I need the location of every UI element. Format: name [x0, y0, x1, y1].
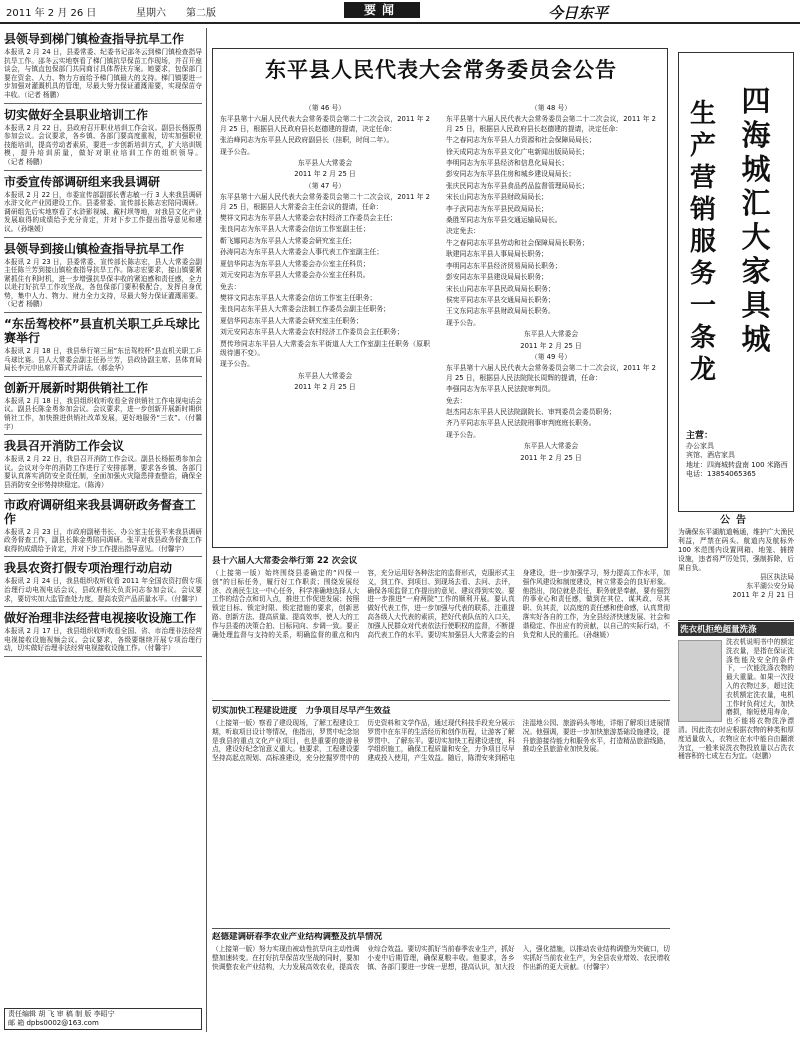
reform-article	[212, 932, 670, 1032]
news-brief-body	[4, 48, 202, 100]
tourism-body: （上接第一版）察看了建设现场，了解工程建设工期，听取项目设计等情况，他指出，罗贯中纪念馆是我县的重点文化产业项目，也是重要的旅游景点，建设好纪念馆意义重大。他要求，工程建设要坚持高起点规划、高标准建设，充分挖掘罗贯中的历史资料和文学作品，通过现代科技手段充分展示罗贯中在东平的生活经历和创作历程，让游客了解罗贯中、了解东平。要切实加快工程建设进度，科学组织施工，确保工程质量和安全，力争项目尽早建成投入使用，产生效益。随后，陈渭安来到稻屯洼湿地公园、旅游码头等地，详细了解项目进展情况。他强调，要进一步加快旅游基础设施建设，提升旅游接待能力和服务水平，打造精品旅游线路，推动全县旅游业加快发展。	[212, 719, 670, 763]
news-brief-byline: （记者 杨鹏）	[4, 157, 47, 166]
news-brief	[4, 498, 202, 558]
tourism-article	[212, 706, 670, 924]
news-brief-text: 本报讯 2 月 23 日，市政府副秘书长、办公室主任张平来我县调研政务督查工作，副县长陈金勇陪同调研。张平对我县政务督查工作取得的成绩给予肯定，并对下步工作提出指导意见。	[4, 527, 202, 553]
notice-paragraph: 现予公告。	[220, 147, 254, 156]
notice-paragraph: 东平县人大常委会	[297, 159, 353, 168]
ad-character: 服	[689, 227, 716, 257]
news-brief	[4, 611, 202, 657]
left-news-column	[4, 30, 202, 1028]
ad-character: 龙	[689, 355, 716, 385]
news-brief-headline: 切实做好全县职业培训工作	[4, 107, 149, 122]
news-brief	[4, 32, 202, 104]
notice-paragraph: 夏信华同志为东平县人大常委会办公室主任科员；	[220, 259, 370, 268]
news-brief-body	[4, 528, 202, 554]
ad-character: 条	[689, 323, 716, 353]
news-brief-body	[4, 347, 202, 373]
meeting-article	[212, 556, 670, 696]
tourism-headline: 切实加快工程建设进度 力争项目尽早产生效益	[212, 706, 391, 716]
news-brief-body	[4, 455, 202, 489]
newspaper-logo: 今日东平	[548, 4, 609, 22]
news-brief	[4, 242, 202, 314]
notice-paragraph: 赵杰同志东平县人民法院副院长、审判委员会委员职务；	[446, 407, 616, 416]
notice-paragraph: 贾传珍同志东平县人大常委会东平街道人大工作室副主任职务（原职级待遇不变）。	[220, 339, 430, 357]
meeting-body: （上接第一版）始终围绕县委确定的“四保一创”的目标任务，履行好工作职责；围绕发展经济、改善民生这一中心任务，科学准确地选择人大工作的结合点和切入点，推进工作促进发展；按照锁定目标、锁定时限、锁定措施的要求，创新思路、创新方法、提高质量、提高效率，使人大的工作与县委的决策合拍、目标同向、步调一致。要正确处理监督与支持的关系，明确监督的重点和内容，充分运用好各种法定的监督形式，克服形式主义，到工作、到项目、到现场去看、去问、去评，确保各项监督工作提出的意见、建议得到实效。要进一步推进“一府两院”工作的顺利开展。要认真做好代表工作，进一步加强与代表的联系，注重提高各级人大代表的素质，把好代表队伍的入口关，加强人民群众对代表依法行使职权的监督，不断提高代表工作的水平。要切实加强县人大常委会的自身建设，进一步加强学习，努力提高工作水平，加强作风建设和制度建设，树立常委会的良好形象。他指出，岗位就是责任，职务就是奉献，要有强烈的事业心和责任感，做到在其位、谋其政、尽其职、负其责，以高度的责任感和使命感，认真贯彻落实好各自的工作，为全县经济快速发展、社会和谐稳定、作出应有的贡献，以自己的实际行动，不负党和人民的重托。（孙继媛）	[212, 569, 670, 639]
ad-slogan	[686, 98, 720, 386]
notice-paragraph: 现予公告。	[446, 318, 480, 327]
notice-paragraph: 东平县第十六届人民代表大会常务委员会第二十二次会议，2011 年 2 月 25 日，根据县人民法院院长周辉的提请，任命：	[446, 364, 656, 382]
ad-character: 具	[741, 288, 771, 322]
issue-weekday: 星期六	[136, 8, 166, 19]
notice-paragraph: 桑胜军同志为东平县交通运输局局长。	[446, 216, 562, 225]
meeting-headline: 县十六届人大常委会举行第 22 次会议	[212, 556, 358, 566]
notice-paragraph: （第 46 号）	[304, 104, 346, 112]
notice-paragraph: 刘元安同志东平县人大常委会农村经济工作委员会主任职务；	[220, 328, 404, 337]
notice-paragraph: 侯宪平同志东平县交通局局长职务；	[446, 295, 555, 304]
news-brief	[4, 175, 202, 238]
news-brief-text: 本报讯 2 月 18 日，我县举行第三届“东岳驾校杯”县直机关职工乒乓球比赛。县人大常委会副主任孙兰芳，县政协副主席、县体育局局长李元申出席开幕式并讲话。	[4, 347, 202, 373]
notice-paragraph: 免去：	[220, 282, 241, 291]
notice-paragraph: 决定免去：	[446, 227, 480, 236]
news-brief-byline: （记者 杨鹏）	[24, 90, 63, 99]
ad-character: 销	[689, 195, 716, 225]
notice-paragraph: 张良同志东平县人大常委会法制工作委员会副主任职务；	[220, 305, 390, 314]
notice-paragraph: （第 48 号）	[530, 104, 572, 112]
news-brief	[4, 108, 202, 171]
issue-date: 2011 年 2 月 26 日	[6, 8, 97, 19]
notice-paragraph: 东平县人大常委会	[523, 330, 579, 339]
ad-details	[686, 432, 792, 480]
lake-notice-title: 公告	[720, 515, 752, 526]
news-brief-body	[4, 397, 202, 431]
notice-paragraph: （第 47 号）	[304, 181, 346, 190]
notice-paragraph: 2011 年 2 月 25 日	[294, 383, 356, 392]
ad-detail-line: 办公家具	[686, 441, 714, 450]
notice-paragraph: 2011 年 2 月 25 日	[520, 453, 582, 462]
notice-paragraph: 靳飞娜同志为东平县人大常委会研究室主任；	[220, 236, 356, 245]
news-brief-byline: （付馨宇）	[171, 594, 202, 603]
notice-paragraph: 宋长山同志东平县民政局局长职务；	[446, 284, 555, 293]
ad-character: 城	[741, 322, 771, 356]
notice-paragraph: （第 49 号）	[530, 352, 572, 361]
notice-paragraph: 李子武同志为东平县民政局局长；	[446, 204, 548, 213]
page-header	[0, 0, 800, 24]
notice-paragraph: 现予公告。	[446, 430, 480, 439]
notice-paragraph: 张良同志为东平县人大常委会信访工作室副主任；	[220, 225, 370, 234]
lake-notice-date: 2011 年 2 月 21 日	[732, 591, 794, 599]
news-brief	[4, 561, 202, 607]
ad-character: 一	[689, 291, 716, 321]
notice-column-1	[220, 104, 430, 395]
news-brief-headline: 做好治理非法经营电视接收设施工作	[4, 611, 197, 626]
notice-paragraph: 东平县人大常委会	[523, 442, 579, 451]
notice-paragraph: 彭安同志东平县建设局局长职务；	[446, 273, 548, 282]
lake-notice-body: 为确保东平湖航道畅通，维护广大渔民利益，严禁在码头、航道内及航标外 100 米范围内设置网箱、地笼、捕捞设施，违者将严厉处罚，强制拆除，后果自负。	[678, 528, 794, 572]
news-brief-body	[4, 627, 202, 653]
notice-paragraph: 东平县第十六届人民代表大会常务委员会第二十二次会议，2011 年 2 月 25 日，根据县人大常委会主任会议的提请，任命：	[220, 193, 430, 211]
notice-paragraph: 彭安同志为东平县住房和城乡建设局局长；	[446, 170, 576, 179]
news-brief-byline: （付馨宇）	[144, 644, 175, 653]
notice-paragraph: 东平县第十六届人民代表大会常务委员会第二十二次会议，2011 年 2 月 25 日，根据县人民政府县长赵德建的提请，决定任命：	[220, 115, 430, 133]
news-brief-headline: 我县农资打假专项治理行动启动	[4, 561, 173, 576]
news-brief-text: 本报讯 2 月 18 日，我县组织收听收看全省供销社工作电视电话会议。副县长陈金勇参加会议。会议要求，进一步创新开展新时期供销社工作，加快推进供销社改革发展，更好地服务“三农”。	[4, 396, 202, 423]
ad-detail-line: 宾馆、酒店家具	[686, 451, 735, 459]
reform-body: （上接第一版）努力实现由被动性抗旱向主动性调整加速转变。在打好抗旱保苗攻坚战的同时，要加快调整农业产业结构，大力发展高效农业，提高农业综合效益。要切实抓好当前春季农业生产，抓好小麦中后期管理，确保夏粮丰收。他要求，各乡镇、各部门要进一步统一思想，提高认识，加大投入，强化措施，以推动农业结构调整为突破口，切实抓好当前农业生产，为全县农业增效、农民增收作出新的更大贡献。（付馨宇）	[212, 945, 670, 971]
news-brief-body	[4, 258, 202, 310]
lake-notice-sig-2: 东平湖公安分局	[746, 582, 794, 590]
washing-tip-body: 洗衣机说明书中的额定洗衣量，是指在保证洗涤性能及安全的条件下，一次能洗涤衣物的最大重量。如果一次投入的衣物过多，超过洗衣机额定洗衣量，电机工作时负荷过大，加快磨损，缩短使用寿命，也不能将衣物洗净漂清。因此洗衣时应根据衣物的种类和厚度适量放入，衣物应在水中能自由翻滚为宜，一般来说洗衣物投放量以占洗衣桶容积的七成左右为宜。（赵鹏）	[678, 638, 794, 761]
section-rule	[212, 700, 670, 701]
news-brief	[4, 317, 202, 377]
washing-tip-article	[678, 620, 794, 1033]
ad-detail-line: 主营：	[686, 431, 714, 441]
news-brief-text: 本报讯 2 月 24 日，县委常委、纪委书记邵冬云到梯门镇检查指导抗旱工作。邵冬云实地察看了梯门镇抗旱保苗工作现场，并召开座谈会，与镇直包保部门共同商讨具体帮扶方案。她要求，包保部门要在资金、人力、物力方面给予梯门镇最大的支持。梯门镇要进一步加强对灌溉机具的管理，尽最大努力保证灌溉需要，实现保苗夺丰收。	[4, 48, 202, 99]
ad-character: 城	[741, 152, 771, 186]
notice-paragraph: 李强同志为东平县人民法院审判员。	[446, 385, 555, 394]
ad-character: 产	[689, 131, 716, 161]
news-brief-byline: （付馨宇）	[4, 414, 202, 431]
ad-detail-line: 地址：四海城转盘南 100 米路西	[686, 460, 788, 469]
notice-paragraph: 王文东同志东平县财政局局长职务。	[446, 307, 555, 316]
ad-character: 海	[741, 118, 771, 152]
ad-character: 务	[689, 259, 716, 289]
page-number: 第二版	[186, 8, 216, 19]
ad-character: 汇	[741, 186, 771, 220]
column-divider	[206, 28, 207, 1032]
news-brief-text: 本报讯 2 月 24 日，我县组织收听收看 2011 年全国农资打假专项治理行动电视电话会议，县政府相关负责同志参加会议。会议要求，要切实加大监管查处力度，提高农资产品质量水平。	[4, 577, 202, 603]
news-brief-byline: （孙继媛）	[17, 224, 48, 233]
notice-paragraph: 宋长山同志为东平县财政局局长；	[446, 193, 548, 202]
news-brief	[4, 439, 202, 493]
notice-paragraph: 孙涛同志为东平县人大常委会人事代表工作室副主任；	[220, 248, 384, 257]
notice-paragraph: 牛之春同志东平县劳动和社会保障局局长职务；	[446, 238, 589, 247]
news-brief-body	[4, 124, 202, 167]
news-brief-headline: 我县召开消防工作会议	[4, 439, 125, 454]
notice-paragraph: 樊祥文同志东平县人大常委会信访工作室主任职务；	[220, 293, 377, 302]
news-brief-text: 本报讯 2 月 23 日，县委常委、宣传部长陈志宏，县人大常委会副主任陈兰芳到接山镇检查指导抗旱工作。陈志宏要求，接山镇要紧紧抓住有利时机，进一步增强抗旱保丰收的紧迫感和责任感，全力以赴打好抗旱工作攻坚战，各包保部门要积极配合，发挥自身优势，集中人力、物力、财力全力支持，尽最大努力保证灌溉需要。	[4, 257, 202, 300]
notice-paragraph: 徐天成同志为东平县文化广电新闻出版局局长；	[446, 147, 589, 156]
washing-tip-headline: 洗衣机拒绝超量洗涤	[678, 622, 794, 636]
reform-headline: 赵德建调研春季农业产业结构调整及抗旱情况	[212, 932, 383, 942]
editor-credits: 责任编辑 胡 飞 审 稿 制 版 李昭宁	[8, 1010, 115, 1018]
news-brief-byline: （记者 杨鹏）	[4, 300, 47, 309]
notice-paragraph: 东平县第十六届人民代表大会常务委员会第二十二次会议，2011 年 2 月 25 日，根据县人民政府县长赵德建的提请，决定任命：	[446, 115, 656, 133]
ad-character: 大	[741, 220, 771, 254]
news-brief-headline: “东岳驾校杯”县直机关职工乒乓球比赛举行	[4, 317, 200, 346]
news-brief-byline: （陈涛）	[84, 481, 108, 489]
news-brief-headline: 创新开展新时期供销社工作	[4, 380, 149, 395]
notice-paragraph: 樊祥文同志为东平县人大常委会农村经济工作委员会主任；	[220, 214, 397, 223]
notice-paragraph: 牛之春同志为东平县人力资源和社会保障局局长；	[446, 136, 596, 145]
notice-paragraph: 刘元安同志为东平县人大常委会办公室主任科员。	[220, 271, 370, 280]
section-label: 要闻	[344, 2, 420, 18]
notice-paragraph: 夏信华同志东平县人大常委会研究室主任职务；	[220, 316, 363, 325]
notice-paragraph: 2011 年 2 月 25 日	[520, 341, 582, 350]
ad-character: 四	[741, 84, 771, 118]
section-rule	[212, 928, 670, 929]
lake-notice-sig-1: 县区执法局	[760, 573, 794, 581]
npc-notice-title: 东平县人民代表大会常务委员会公告	[265, 57, 617, 82]
notice-paragraph: 现予公告。	[220, 360, 254, 369]
news-brief-text: 本报讯 2 月 22 日，县政府召开职业培训工作会议。副县长杨振勇参加会议。会议要求，各乡镇、各部门要高度重视，切实加强职业技能培训，提高劳动者素质，要进一步创新培训方式，扩大培训规模，提升培训质量，做好对职业培训工作的组织领导。	[4, 123, 202, 158]
news-brief-headline: 县领导到接山镇检查指导抗旱工作	[4, 241, 185, 256]
notice-column-2	[446, 104, 656, 465]
news-brief	[4, 381, 202, 435]
notice-paragraph: 张治峰同志为东平县人民政府副县长（挂职，时间二年）。	[220, 136, 394, 145]
notice-paragraph: 李明同志东平县经济贸易局局长职务；	[446, 261, 562, 270]
notice-paragraph: 免去：	[446, 396, 467, 405]
news-brief-headline: 市委宣传部调研组来我县调研	[4, 174, 161, 189]
editor-footer	[4, 1008, 202, 1030]
ad-character: 家	[741, 254, 771, 288]
ad-character: 生	[689, 99, 716, 129]
notice-paragraph: 齐乃平同志东平县人民法院刑事审判庭庭长职务。	[446, 419, 596, 428]
news-brief-headline: 县领导到梯门镇检查指导抗旱工作	[4, 32, 185, 46]
ad-brand	[736, 84, 776, 356]
news-brief-body	[4, 577, 202, 603]
notice-paragraph: 李明同志为东平县经济和信息化局局长；	[446, 159, 569, 168]
editor-email: 邮 箱 dpbs0002@163.com	[8, 1019, 99, 1027]
news-brief-byline: （付馨宇）	[157, 544, 188, 553]
news-brief-byline: （郝金华）	[97, 364, 128, 373]
lake-notice	[678, 516, 794, 600]
notice-paragraph: 耿建同志东平县人事局局长职务；	[446, 250, 548, 259]
notice-paragraph: 张庆民同志为东平县食品药品监督管理局局长；	[446, 181, 589, 190]
notice-paragraph: 东平县人大常委会	[297, 371, 353, 380]
news-brief-body	[4, 191, 202, 234]
news-brief-text: 本报讯 2 月 17 日，我县组织收听收看全国、省、市治理非法经营电视接收设施视频会议。会议要求，各级要继续开展专项治理行动，切实做好治理非法经营电视接收设施工作。	[4, 627, 202, 653]
notice-paragraph: 2011 年 2 月 25 日	[294, 170, 356, 179]
news-brief-text: 本报讯 2 月 22 日，市委宣传部副部长曹志敏一行 3 人来我县调研水浒文化产业园建设工作。县委常委、宣传部长陈志宏陪同调研。调研组先后实地察看了水浒影视城、戴村坝等地，对我县文化产业发展取得的成绩给予充分肯定，并对下步工作提出指导意见和建议。	[4, 190, 202, 233]
news-brief-text: 本报讯 2 月 22 日，我县召开消防工作会议。副县长杨振勇参加会议。会议对今年的消防工作进行了安排部署，要求各乡镇、各部门要认真落实消防安全责任制，全面加强火灾隐患排查整治，确保全县消防安全形势持续稳定。	[4, 455, 202, 489]
news-brief-headline: 市政府调研组来我县调研政务督查工作	[4, 497, 197, 526]
washing-machine-illustration	[678, 640, 722, 722]
ad-character: 营	[689, 163, 716, 193]
ad-detail-line: 电话：13854065365	[686, 470, 756, 478]
